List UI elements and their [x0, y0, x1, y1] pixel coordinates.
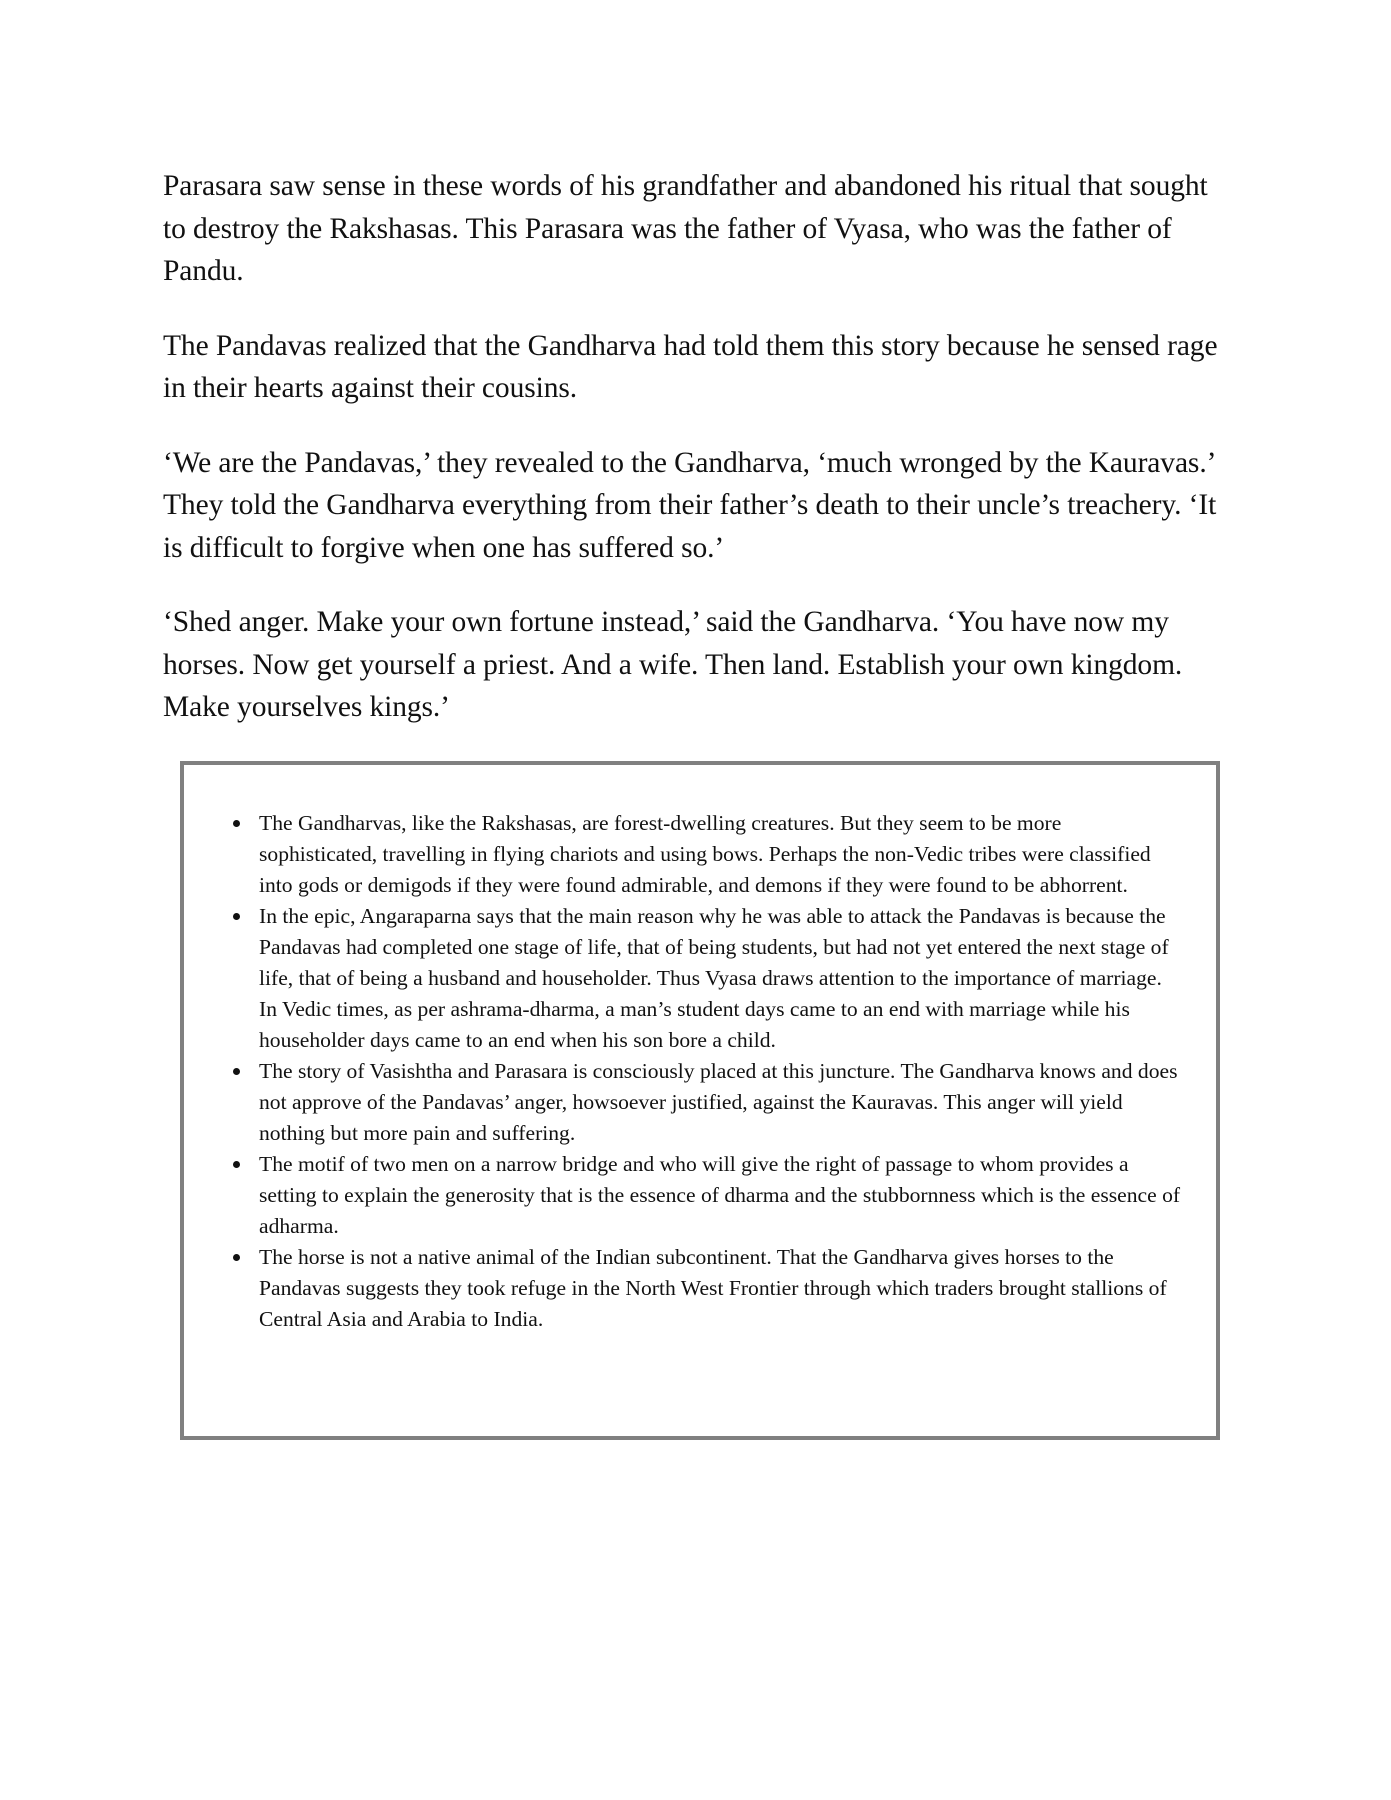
paragraph: ‘Shed anger. Make your own fortune instead,’ said the Gandharva. ‘You have now my horses. Now get yourself a priest. And a wife. Then land. Establish your own kingdom. Make yourselves kings.’: [163, 606, 1183, 723]
note-text: The Gandharvas, like the Rakshasas, are forest-dwelling creatures. But they seem to be more sophisticated, travelling in flying chariots and using bows. Perhaps the non-Vedic tribes were classified into gods or demigods if they were found admirable, and demons if they were found to be abhorrent.: [259, 811, 1151, 897]
list-item: [184, 1149, 1184, 1242]
list-item: [184, 808, 1184, 901]
bullet-icon: [233, 1161, 240, 1168]
list-item: [184, 901, 1184, 1056]
bullet-icon: [233, 1068, 240, 1075]
note-text: The story of Vasishtha and Parasara is consciously placed at this juncture. The Gandharva knows and does not approve of the Pandavas’ anger, howsoever justified, against the Kauravas. This anger will yield nothing but more pain and suffering.: [259, 1059, 1178, 1145]
note-text: In the epic, Angaraparna says that the main reason why he was able to attack the Pandavas is because the Pandavas had completed one stage of life, that of being students, but had not yet entered the next stage of life, that of being a husband and householder. Thus Vyasa draws attention to the importance of marriage. In Vedic times, as per ashrama-dharma, a man’s student days came to an end with marriage while his householder days came to an end when his son bore a child.: [259, 904, 1169, 1052]
list-item: [184, 1056, 1184, 1149]
list-item: [184, 1242, 1184, 1335]
notes-list: [184, 808, 1184, 1335]
bullet-icon: [233, 913, 240, 920]
note-text: The horse is not a native animal of the Indian subcontinent. That the Gandharva gives horses to the Pandavas suggests they took refuge in the North West Frontier through which traders brought stallions of Central Asia and Arabia to India.: [259, 1245, 1167, 1331]
body-text: [163, 165, 1233, 761]
paragraph: Parasara saw sense in these words of his grandfather and abandoned his ritual that sought to destroy the Rakshasas. This Parasara was the father of Vyasa, who was the father of Pandu.: [163, 170, 1208, 287]
note-text: The motif of two men on a narrow bridge and who will give the right of passage to whom provides a setting to explain the generosity that is the essence of dharma and the stubbornness which is the essence of adharma.: [259, 1152, 1181, 1238]
notes-box: [180, 761, 1220, 1440]
bullet-icon: [233, 820, 240, 827]
paragraph: ‘We are the Pandavas,’ they revealed to the Gandharva, ‘much wronged by the Kauravas.’ They told the Gandharva everything from their father’s death to their uncle’s treachery. ‘It is difficult to forgive when one has suffered so.’: [163, 446, 1217, 564]
bullet-icon: [233, 1254, 240, 1261]
paragraph: The Pandavas realized that the Gandharva had told them this story because he sensed rage in their hearts against their cousins.: [163, 329, 1218, 404]
